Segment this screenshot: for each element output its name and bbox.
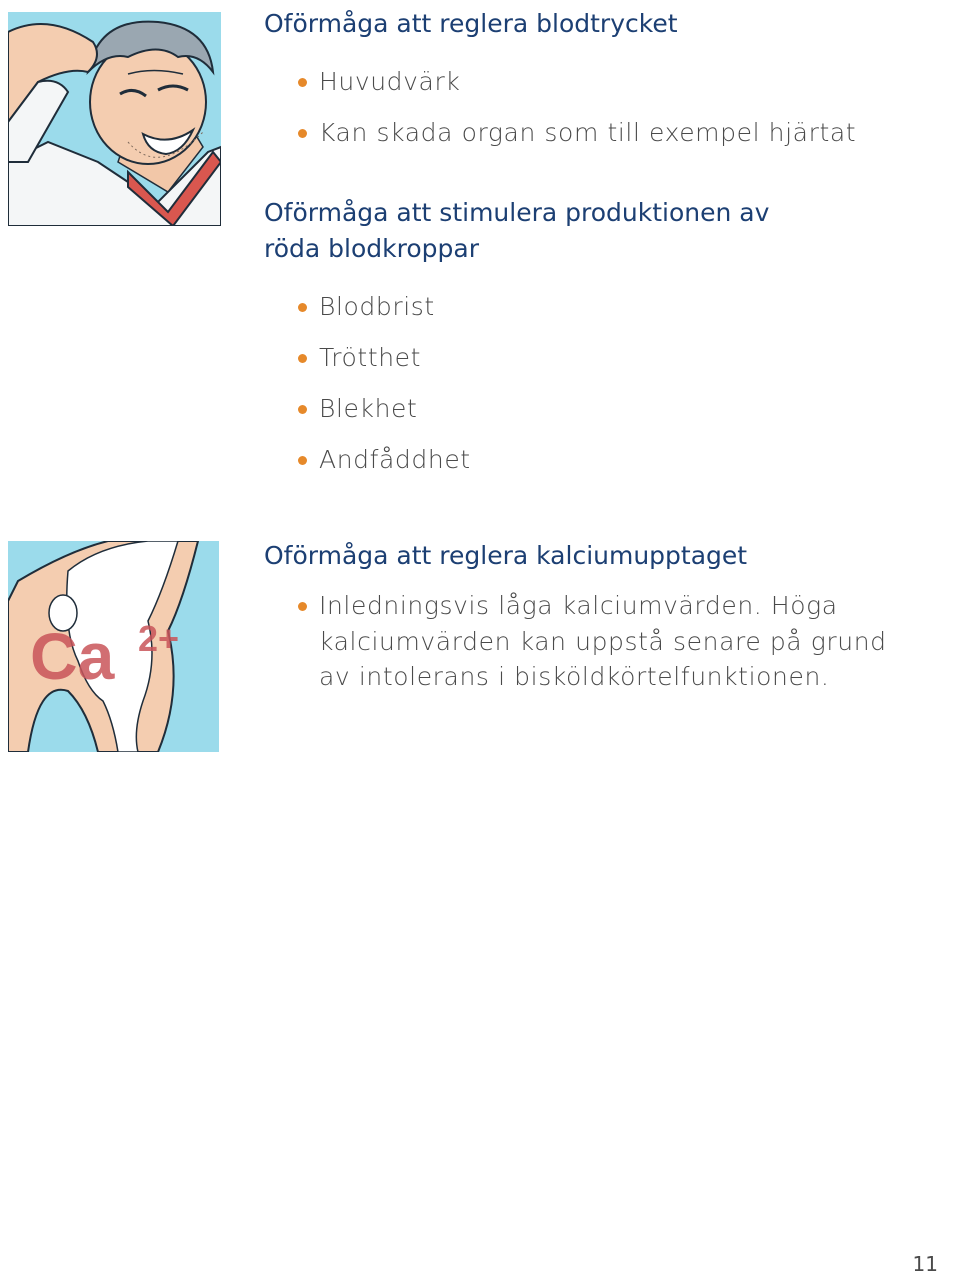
calcium-label: Ca xyxy=(30,619,115,693)
knee-bone-icon xyxy=(8,541,219,752)
page-number: 11 xyxy=(912,1252,938,1276)
list-item: Kan skada organ som till exempel hjärtat xyxy=(264,107,904,158)
bullet-list xyxy=(264,588,944,695)
section-heading: Oförmåga att reglera blodtrycket xyxy=(264,9,678,38)
calcium-knee-illustration xyxy=(8,541,219,752)
section-calcium xyxy=(264,538,944,695)
list-item: Huvudvärk xyxy=(264,56,904,107)
list-item: Andfåddhet xyxy=(264,434,904,485)
headache-illustration xyxy=(8,12,221,226)
section-red-blood-cells xyxy=(264,195,904,485)
section-heading: Oförmåga att reglera kalciumupptaget xyxy=(264,541,748,570)
list-item: Trötthet xyxy=(264,332,904,383)
list-item: Blodbrist xyxy=(264,281,904,332)
section-heading: Oförmåga att stimulera produktionen av röda blodkroppar xyxy=(264,198,770,263)
bullet-list xyxy=(264,281,904,485)
list-item: Inledningsvis låga kalciumvärden. Höga kalciumvärden kan uppstå senare på grund av intolerans i bisköldkörtelfunktionen. xyxy=(264,588,919,695)
headache-man-icon xyxy=(8,12,221,226)
list-item: Blekhet xyxy=(264,383,904,434)
section-blood-pressure xyxy=(264,6,904,158)
calcium-charge-label: 2+ xyxy=(138,618,180,659)
bullet-list xyxy=(264,56,904,158)
